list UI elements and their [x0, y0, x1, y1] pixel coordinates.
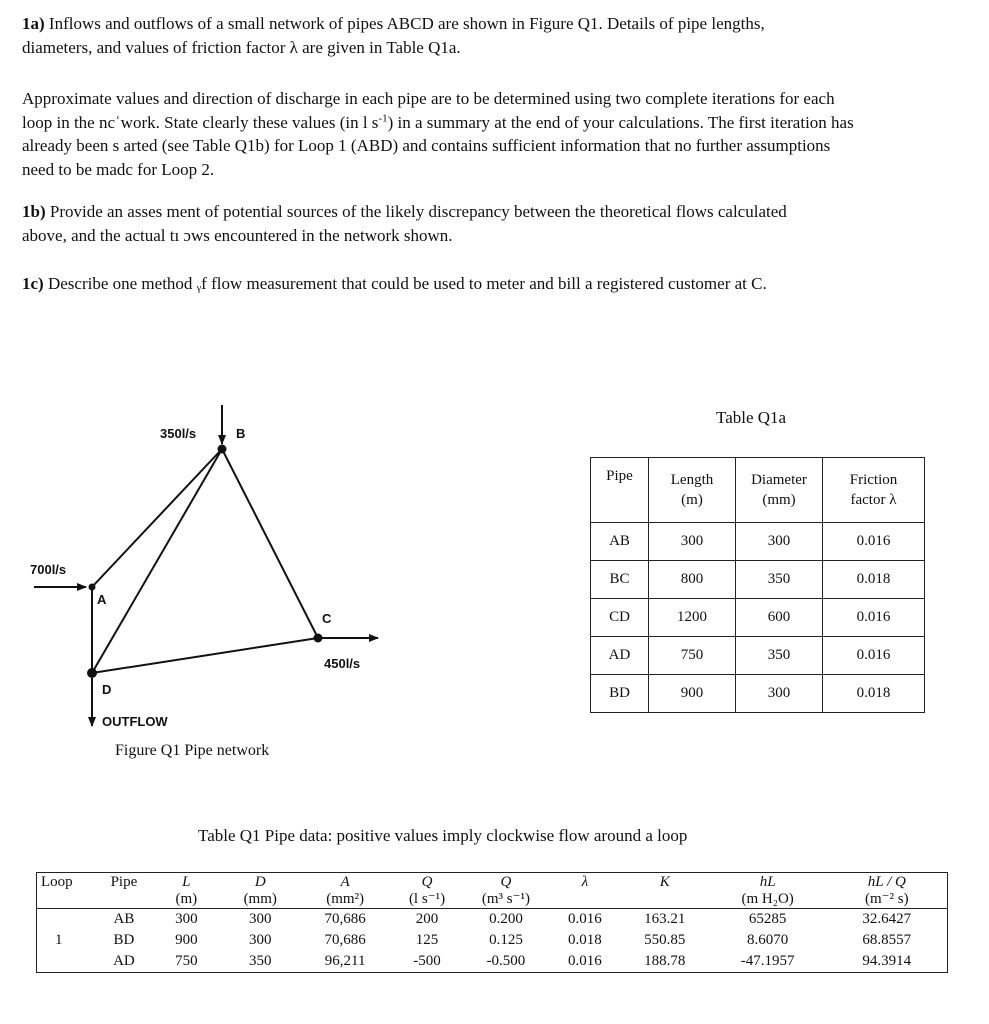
cell-pipe: BC [591, 561, 649, 599]
q1b-line-2: above, and the actual tı ɔws encountered in the network shown. [22, 225, 453, 245]
outflow-label-d: OUTFLOW [102, 714, 168, 729]
header-length-symbol: L [182, 874, 191, 890]
node-b [218, 445, 227, 454]
inflow-label-a: 700l/s [30, 562, 67, 577]
cell-pipe: AB [591, 523, 649, 561]
cell-friction: 0.016 [823, 523, 925, 561]
header-area-unit: (mm²) [326, 891, 365, 907]
header-diameter-text: Diameter [751, 472, 807, 488]
table-row [591, 637, 925, 675]
cell-flow-m3s: -0.500 [486, 953, 526, 969]
cell-loop [37, 909, 97, 931]
cell-headloss: -47.1957 [740, 953, 795, 969]
q1c-label: 1c) [22, 274, 44, 293]
table-q1-title: Table Q1 Pipe data: positive values imply clockwise flow around a loop [198, 826, 688, 845]
table-row [37, 951, 948, 973]
question-1a [22, 12, 967, 59]
header-area [299, 873, 391, 909]
cell-friction: 0.018 [823, 675, 925, 713]
header-loop [37, 873, 97, 909]
q1b-line-1: Provide an asses ment of potential sources of the likely discrepancy between the theoretical flows calculated [49, 202, 787, 221]
header-friction-unit: factor λ [850, 492, 897, 508]
pipe-cd [92, 638, 318, 673]
cell-diameter: 300 [736, 675, 823, 713]
header-flow-m3s-symbol: Q [500, 874, 512, 890]
header-area-symbol: A [340, 874, 350, 890]
node-label-b: B [236, 426, 246, 441]
cell-lambda: 0.018 [567, 932, 602, 948]
cell-diameter: 600 [736, 599, 823, 637]
question-1b [22, 200, 967, 247]
header-friction-text: Friction [849, 472, 898, 488]
instructions-line-2b: ) in a summary at the end of your calculations. The first iteration has [387, 112, 854, 132]
cell-length: 300 [175, 911, 198, 927]
header-flow-m3s-unit: (m³ s⁻¹) [481, 891, 531, 907]
cell-loop [37, 951, 97, 973]
cell-pipe: CD [591, 599, 649, 637]
q1a-line-2: diameters, and values of friction factor λ are given in Table Q1a. [22, 37, 461, 57]
cell-area: 70,686 [324, 911, 366, 927]
header-loop-text: Loop [41, 874, 73, 890]
table-row [591, 523, 925, 561]
figure-caption: Figure Q1 Pipe network [115, 742, 270, 759]
cell-diameter: 300 [736, 523, 823, 561]
cell-headloss-per-q: 68.8557 [862, 932, 912, 948]
header-pipe-text: Pipe [606, 468, 633, 484]
header-flow-m3s [463, 873, 549, 909]
header-length-unit: (m) [175, 891, 198, 907]
header-length-unit: (m) [681, 492, 703, 508]
instructions-line-1: Approximate values and direction of discharge in each pipe are to be determined using two complete iterations for each [22, 89, 835, 108]
header-flow-ls [391, 873, 463, 909]
header-diameter [736, 458, 823, 523]
table-q1a [590, 457, 925, 713]
inflow-label-b: 350l/s [160, 426, 197, 441]
q1b-label: 1b) [22, 202, 46, 221]
header-diameter-unit: (mm) [243, 891, 277, 907]
cell-length: 1200 [649, 599, 736, 637]
header-pipe [591, 458, 649, 523]
header-length [649, 458, 736, 523]
node-label-d: D [102, 682, 112, 697]
header-lambda [549, 873, 621, 909]
cell-flow-m3s: 0.125 [489, 932, 523, 948]
header-lambda-symbol: λ [581, 874, 589, 890]
header-flow-ls-symbol: Q [421, 874, 433, 890]
header-headloss [709, 873, 827, 909]
header-k [621, 873, 709, 909]
cell-pipe: AD [113, 953, 135, 969]
outflow-label-c: 450l/s [324, 656, 361, 671]
cell-flow-ls: 125 [415, 932, 439, 948]
table-row [591, 599, 925, 637]
cell-pipe: BD [591, 675, 649, 713]
cell-friction: 0.016 [823, 637, 925, 675]
header-friction [823, 458, 925, 523]
table-q1-header-row [37, 873, 948, 909]
instructions-line-3: already been s arted (see Table Q1b) for Loop 1 (ABD) and contains sufficient information that no further assumptions [22, 136, 831, 155]
header-headloss-per-q-symbol: hL / Q [867, 874, 906, 890]
cell-friction: 0.018 [823, 561, 925, 599]
instructions-line-2a: loop in the ncʿwork. State clearly these values (in l s [22, 112, 379, 132]
cell-pipe: AB [113, 911, 135, 927]
cell-lambda: 0.016 [567, 911, 602, 927]
header-length [151, 873, 221, 909]
header-pipe [96, 873, 151, 909]
header-headloss-per-q-unit: (m⁻² s) [864, 891, 909, 907]
cell-length: 750 [649, 637, 736, 675]
cell-area: 70,686 [324, 932, 366, 948]
node-d [87, 668, 97, 678]
cell-headloss-per-q: 94.3914 [862, 953, 912, 969]
header-pipe-text: Pipe [110, 874, 138, 890]
instructions-line-4: need to be madc for Loop 2. [22, 159, 215, 179]
cell-k: 188.78 [644, 953, 686, 969]
question-1c [22, 272, 967, 296]
cell-flow-ls: 200 [415, 911, 439, 927]
cell-length: 300 [649, 523, 736, 561]
q1a-label: 1a) [22, 14, 45, 33]
pipe-bc [222, 449, 318, 638]
cell-pipe: BD [113, 932, 135, 948]
node-a [89, 584, 96, 591]
cell-loop: 1 [55, 932, 63, 948]
cell-friction: 0.016 [823, 599, 925, 637]
header-k-symbol: K [659, 874, 670, 890]
pipe-network-diagram [0, 380, 420, 780]
cell-headloss-per-q: 32.6427 [862, 911, 912, 927]
header-length-text: Length [670, 472, 714, 488]
q1a-line-1: Inflows and outflows of a small network of pipes ABCD are shown in Figure Q1. Details of pipe lengths, [48, 14, 765, 33]
pipe-bd [92, 449, 222, 673]
cell-k: 163.21 [644, 911, 686, 927]
cell-length: 900 [649, 675, 736, 713]
node-label-a: A [97, 592, 107, 607]
instructions-superscript: -1 [378, 111, 388, 124]
table-row [37, 909, 948, 931]
header-diameter [221, 873, 299, 909]
cell-flow-m3s: 0.200 [489, 911, 523, 927]
instructions-paragraph [22, 87, 967, 181]
pipe-network-figure [0, 380, 420, 780]
cell-k: 550.85 [644, 932, 686, 948]
cell-lambda: 0.016 [567, 953, 602, 969]
cell-pipe: AD [591, 637, 649, 675]
cell-diameter: 350 [736, 637, 823, 675]
cell-diameter: 300 [248, 932, 272, 948]
cell-diameter: 350 [736, 561, 823, 599]
header-diameter-unit: (mm) [762, 492, 796, 508]
cell-diameter: 350 [248, 953, 272, 969]
cell-flow-ls: -500 [413, 953, 441, 969]
table-row [591, 675, 925, 713]
pipe-ab [92, 449, 222, 587]
cell-length: 900 [175, 932, 198, 948]
header-headloss-symbol: hL [759, 874, 776, 890]
table-q1a-header-row [591, 458, 925, 523]
cell-area: 96,211 [324, 953, 366, 969]
cell-length: 800 [649, 561, 736, 599]
table-row [37, 930, 948, 951]
cell-headloss: 65285 [748, 911, 787, 927]
table-q1-pipe-data [36, 872, 948, 973]
header-diameter-symbol: D [254, 874, 266, 890]
table-q1a-title: Table Q1a [716, 408, 787, 427]
cell-length: 750 [175, 953, 198, 969]
cell-headloss: 8.6070 [747, 932, 789, 948]
header-flow-ls-unit: (l s⁻¹) [408, 891, 446, 907]
q1c-line-1: Describe one method ᵧf flow measurement that could be used to meter and bill a registered customer at C. [47, 274, 767, 293]
table-row [591, 561, 925, 599]
header-headloss-per-q [827, 873, 948, 909]
node-label-c: C [322, 611, 332, 626]
cell-diameter: 300 [248, 911, 272, 927]
header-headloss-unit: (m H₂O) [741, 891, 794, 907]
